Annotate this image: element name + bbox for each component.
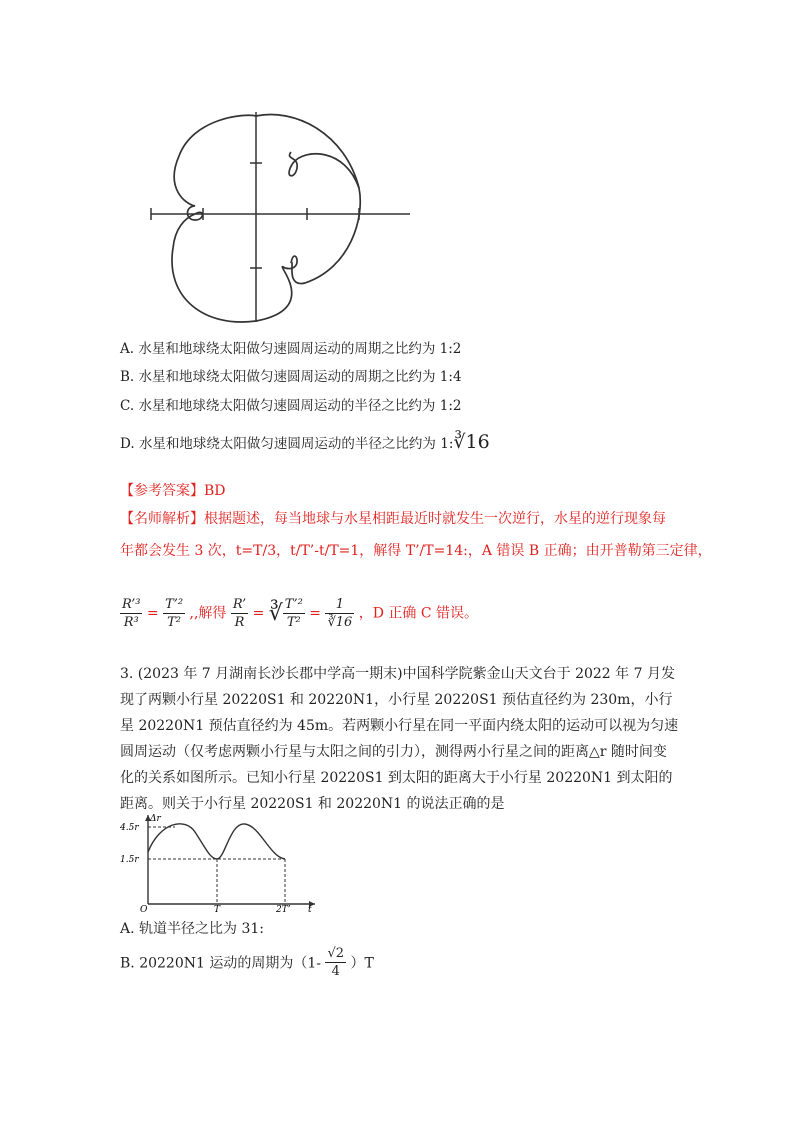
- delta-r-curve: [148, 824, 285, 859]
- y-tick-high: 4.5r: [120, 823, 139, 833]
- question-3-text: 3. (2023 年 7 月湖南长沙长郡中学高一期末)中国科学院紫金山天文台于 2022 年 7 月发现了两颗小行星 20220S1 和 20220N1，小行星 20220S1 预估直径约为 230m，小行星 20220N1 预估直径约为 45m。若两颗小行星在同一平面内绕太阳的运动可以视为匀速圆周运动（仅考虑两颗小行星与太阳之间的引力），测得两小行星之间的距离△r 随时间变化的关系如图所示。已知小行星 20220S1 到太阳的距离大于小行星 20220N1 到太阳的距离。则关于小行星 20220S1 和 20220N1 的说法正确的是: [120, 666, 679, 812]
- x-tick-t: T: [214, 905, 221, 912]
- delta-r-graph: [120, 812, 320, 912]
- option-d: D. 水星和地球绕太阳做匀速圆周运动的半径之比约为 1:∛16: [120, 431, 490, 453]
- q3-option-b: B. 20220N1 运动的周期为（1- $\frac{√2}{4}$ ）T: [120, 946, 374, 979]
- analysis-line-2: 年都会发生 3 次，t=T/3，t/T’-t/T=1，解得 T’/T=14:，A 错误 B 正确；由开普勒第三定律，: [120, 543, 712, 559]
- y-tick-low: 1.5r: [120, 855, 139, 865]
- origin-label: O: [140, 905, 148, 912]
- x-tick-2t: 2T’: [276, 905, 291, 912]
- analysis-line-1: 【名师解析】根据题述，每当地球与水星相距最近时就发生一次逆行，水星的逆行现象每: [120, 511, 666, 527]
- answer-line: 【参考答案】BD: [120, 483, 226, 499]
- retrograde-orbit-figure: [145, 108, 415, 326]
- option-b: B. 水星和地球绕太阳做匀速圆周运动的周期之比约为 1:4: [120, 369, 462, 385]
- y-axis-label: Δr: [150, 814, 161, 824]
- q3-option-a: A. 轨道半径之比为 31:: [120, 921, 264, 937]
- cube-root-16: ∛16: [453, 431, 490, 453]
- kepler-formula: $\frac{\text{R’³}}{\text{R³}}$ = $\frac{\text{T’²}}{\text{T²}}$ ,,解得 $\frac{R’}{R}$ = ∛ $\frac{\text{T’²}}{\text{T²}}$ = $\frac{1}{∛16}$ ，D 正确 C 错误。: [122, 597, 479, 630]
- option-a: A. 水星和地球绕太阳做匀速圆周运动的周期之比约为 1:2: [120, 341, 462, 357]
- option-c: C. 水星和地球绕太阳做匀速圆周运动的半径之比约为 1:2: [120, 398, 462, 414]
- x-axis-label: t: [308, 905, 312, 912]
